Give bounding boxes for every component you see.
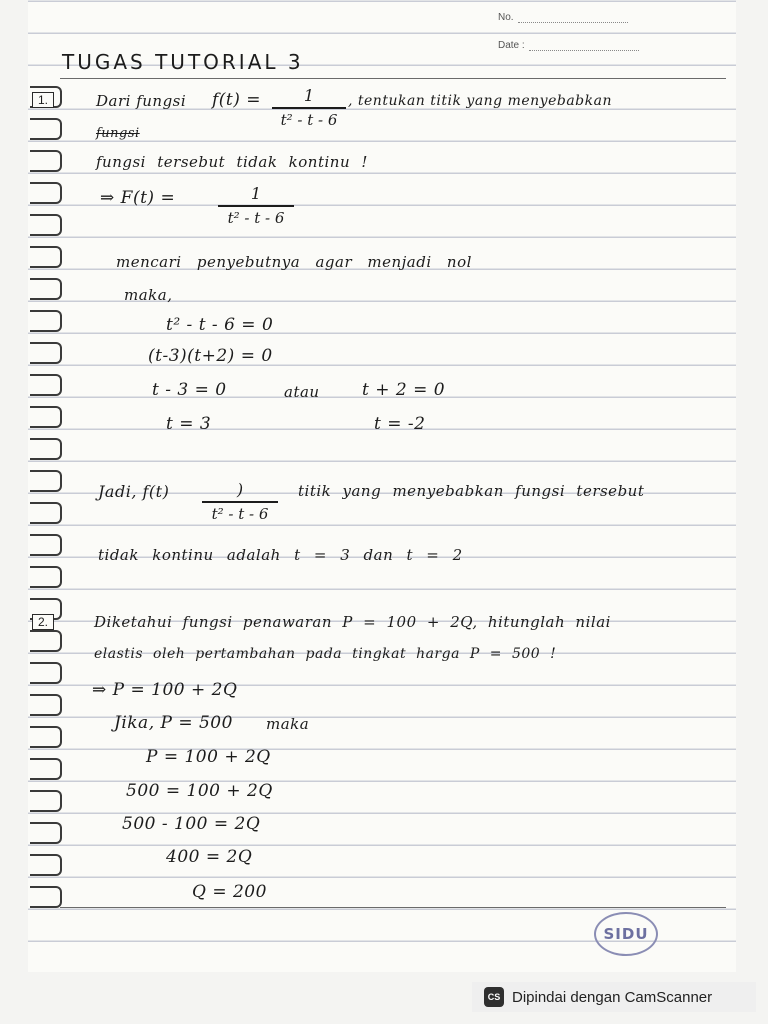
q1-jadi-lhs: Jadi, f(t) bbox=[98, 482, 170, 501]
q1-struck-word: fungsi bbox=[96, 126, 140, 141]
binding-ring bbox=[30, 630, 62, 652]
q1-jadi-denominator: t² - t - 6 bbox=[211, 504, 269, 523]
binding-ring bbox=[30, 342, 62, 364]
question-2-number: 2. bbox=[32, 614, 54, 630]
header-rule bbox=[60, 78, 726, 79]
binding-ring bbox=[30, 790, 62, 812]
q2-work-7: Q = 200 bbox=[192, 882, 267, 902]
q2-work-2b: maka bbox=[266, 715, 310, 733]
q2-work-1: ⇒ P = 100 + 2Q bbox=[92, 680, 238, 700]
binding-ring bbox=[30, 470, 62, 492]
date-label: Date : bbox=[498, 40, 525, 51]
q1-solution-right: t = -2 bbox=[374, 414, 426, 434]
binding-ring bbox=[30, 214, 62, 236]
binding-ring bbox=[30, 374, 62, 396]
camscanner-text: Dipindai dengan CamScanner bbox=[512, 988, 713, 1006]
q1-fraction-denominator: t² - t - 6 bbox=[280, 110, 338, 129]
binding-ring bbox=[30, 534, 62, 556]
q1-fraction bbox=[272, 86, 346, 129]
binding-ring bbox=[30, 886, 62, 908]
q1-step-text: mencari penyebutnya agar menjadi nol bbox=[116, 253, 472, 271]
q2-work-4: 500 = 100 + 2Q bbox=[126, 781, 273, 801]
q1-atau: atau bbox=[284, 383, 320, 401]
question-1-number: 1. bbox=[32, 92, 54, 108]
q1-restate-lhs: ⇒ F(t) = bbox=[100, 188, 176, 208]
q1-function-lhs: f(t) = bbox=[212, 90, 262, 110]
q1-prompt-part3: fungsi tersebut tidak kontinu ! bbox=[96, 153, 368, 171]
binding-ring bbox=[30, 182, 62, 204]
q2-work-3: P = 100 + 2Q bbox=[146, 747, 271, 767]
bottom-rule bbox=[60, 907, 726, 908]
binding-ring bbox=[30, 118, 62, 140]
q1-equation-3-right: t + 2 = 0 bbox=[362, 380, 446, 400]
binding-ring bbox=[30, 822, 62, 844]
q1-conclusion-line2: tidak kontinu adalah t = 3 dan t = 2 bbox=[98, 546, 463, 564]
q1-restate-numerator: 1 bbox=[250, 184, 262, 203]
sidu-stamp-logo: SIDU bbox=[594, 912, 658, 956]
q1-solution-left: t = 3 bbox=[166, 414, 212, 434]
q1-prompt-part2: , tentukan titik yang menyebabkan bbox=[348, 93, 612, 109]
q1-prompt-part1: Dari fungsi bbox=[96, 92, 187, 110]
q2-prompt-line2: elastis oleh pertambahan pada tingkat harga P = 500 ! bbox=[94, 646, 557, 662]
q2-work-6: 400 = 2Q bbox=[166, 847, 253, 867]
binding-ring bbox=[30, 150, 62, 172]
camscanner-watermark bbox=[472, 982, 756, 1012]
binding-ring bbox=[30, 662, 62, 684]
q1-restate-fraction bbox=[218, 184, 294, 227]
binding-ring bbox=[30, 854, 62, 876]
date-field bbox=[498, 40, 639, 51]
q1-restate-denominator: t² - t - 6 bbox=[227, 208, 285, 227]
binding-ring bbox=[30, 438, 62, 460]
binding-ring bbox=[30, 502, 62, 524]
binding-ring bbox=[30, 694, 62, 716]
q1-equation-2: (t-3)(t+2) = 0 bbox=[148, 346, 273, 366]
q1-fraction-numerator: 1 bbox=[303, 86, 315, 105]
left-margin-rings bbox=[30, 86, 64, 916]
q1-equation-3-left: t - 3 = 0 bbox=[152, 380, 227, 400]
binding-ring bbox=[30, 246, 62, 268]
binding-ring bbox=[30, 278, 62, 300]
q1-jadi-text: titik yang menyebabkan fungsi tersebut bbox=[298, 482, 645, 500]
no-field bbox=[498, 12, 628, 23]
q1-jadi-numerator: ) bbox=[236, 480, 244, 499]
binding-ring bbox=[30, 758, 62, 780]
camscanner-icon: CS bbox=[484, 987, 504, 1007]
binding-ring bbox=[30, 310, 62, 332]
page-title: TUGAS TUTORIAL 3 bbox=[62, 50, 304, 74]
q2-work-2a: Jika, P = 500 bbox=[114, 713, 233, 733]
binding-ring bbox=[30, 406, 62, 428]
q1-jadi-fraction bbox=[202, 480, 278, 523]
q2-prompt-line1: Diketahui fungsi penawaran P = 100 + 2Q, hitunglah nilai bbox=[94, 613, 611, 631]
q1-maka: maka, bbox=[124, 286, 173, 304]
no-label: No. bbox=[498, 12, 514, 23]
q1-equation-1: t² - t - 6 = 0 bbox=[166, 315, 274, 335]
q2-work-5: 500 - 100 = 2Q bbox=[122, 814, 261, 834]
binding-ring bbox=[30, 566, 62, 588]
binding-ring bbox=[30, 726, 62, 748]
